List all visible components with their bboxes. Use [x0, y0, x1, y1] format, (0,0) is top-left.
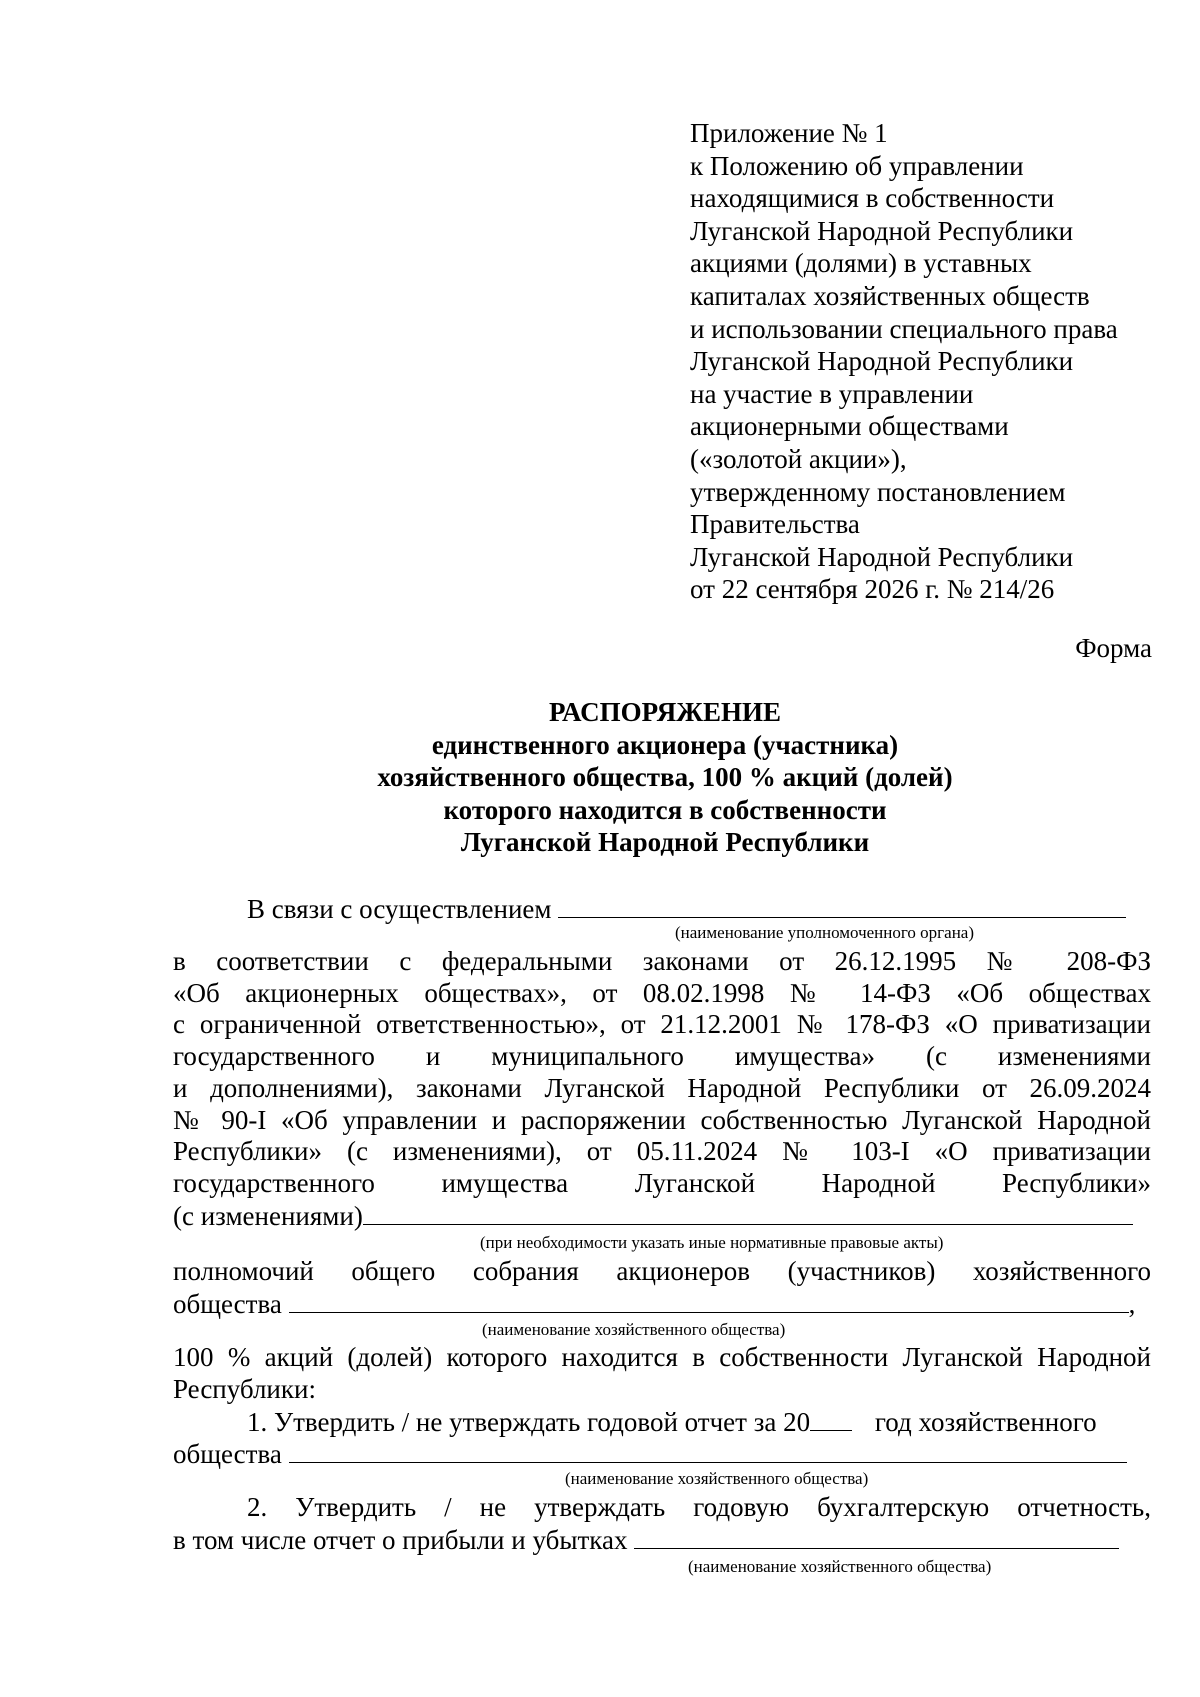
caption-authority: (наименование уполномоченного органа) — [675, 923, 975, 942]
appendix-line: Луганской Народной Республики — [690, 346, 1074, 377]
appendix-reference — [690, 117, 1160, 606]
appendix-line: находящимися в собственности — [690, 183, 1055, 214]
appendix-line: акционерными обществами — [690, 411, 1009, 442]
company-word: общества — [173, 1289, 282, 1319]
intro-row — [173, 893, 1151, 925]
title-line: которого находится в собственности — [443, 794, 887, 825]
appendix-line: капиталах хозяйственных обществ — [690, 280, 1090, 311]
caption-company-3: (наименование хозяйственного общества) — [688, 1557, 992, 1576]
powers-line: полномочий общего собрания акционеров (участников) хозяйственного — [173, 1256, 1151, 1286]
legal-line: «Об акционерных обществах», от 08.02.1998 № 14-ФЗ «Об обществах — [173, 977, 1151, 1008]
ownership-paragraph — [173, 1342, 1151, 1405]
appendix-line: на участие в управлении — [690, 378, 974, 409]
legal-line: и дополнениями), законами Луганской Народной Республики от 26.09.2024 — [173, 1072, 1151, 1103]
item-2-paragraph — [173, 1492, 1151, 1524]
caption-company-2: (наименование хозяйственного общества) — [565, 1469, 869, 1488]
item-2-line: в том числе отчет о прибыли и убытках — [173, 1525, 628, 1555]
appendix-line: («золотой акции»), — [690, 443, 907, 474]
appendix-line: Приложение № 1 — [690, 118, 888, 148]
document-title — [0, 696, 1200, 859]
item-1-row — [173, 1406, 1151, 1438]
legal-line: государственного имущества Луганской Народной Республики» — [173, 1167, 1151, 1198]
legal-line: Республики» (с изменениями), от 05.11.2024 № 103-I «О приватизации — [173, 1136, 1151, 1167]
with-changes-text: (с изменениями) — [173, 1201, 363, 1231]
ownership-line: Республики: — [173, 1373, 316, 1404]
appendix-line: Луганской Народной Республики — [690, 541, 1074, 572]
appendix-line: от 22 сентября 2026 г. № 214/26 — [690, 574, 1055, 605]
appendix-line: к Положению об управлении — [690, 150, 1024, 181]
company-row-1 — [173, 1288, 1151, 1320]
company-name-blank-field[interactable] — [289, 1440, 1127, 1463]
appendix-line: Правительства — [690, 509, 860, 540]
company-word: общества — [173, 1439, 282, 1469]
item-1-text-a: 1. Утвердить / не утверждать годовой отчет за 20 — [247, 1407, 811, 1437]
year-blank-field[interactable] — [810, 1408, 852, 1431]
appendix-line: акциями (долями) в уставных — [690, 248, 1032, 279]
title-line: хозяйственного общества, 100 % акций (долей) — [377, 762, 953, 792]
item-1-text-b: год хозяйственного — [868, 1407, 1097, 1437]
item-2-row — [173, 1524, 1151, 1556]
appendix-line: утвержденному постановлением — [690, 476, 1066, 507]
company-name-blank-field[interactable] — [289, 1290, 1129, 1313]
other-acts-blank-field[interactable] — [363, 1202, 1133, 1225]
form-label: Форма — [1075, 633, 1152, 663]
title-line: единственного акционера (участника) — [431, 729, 899, 760]
intro-prefix: В связи с осуществлением — [247, 894, 552, 924]
comma: , — [1128, 1289, 1136, 1319]
appendix-line: Луганской Народной Республики — [690, 215, 1074, 246]
authority-blank-field[interactable] — [558, 895, 1126, 918]
company-row-2 — [173, 1438, 1151, 1470]
caption-other-acts: (при необходимости указать иные нормативные правовые акты) — [480, 1233, 944, 1252]
legal-line: с ограниченной ответственностью», от 21.12.2001 № 178-ФЗ «О приватизации — [173, 1009, 1151, 1040]
item-2-line: 2. Утвердить / не утверждать годовую бухгалтерскую отчетность, — [247, 1492, 1151, 1522]
legal-line: № 90-I «Об управлении и распоряжении собственностью Луганской Народной — [173, 1104, 1151, 1135]
legal-line: в соответствии с федеральными законами от 26.12.1995 № 208-ФЗ — [173, 946, 1151, 976]
ownership-line: 100 % акций (долей) которого находится в собственности Луганской Народной — [173, 1342, 1151, 1372]
legal-line: государственного и муниципального имущества» (с изменениями — [173, 1041, 1151, 1072]
with-changes-row — [173, 1200, 1151, 1232]
title-heading: РАСПОРЯЖЕНИЕ — [548, 697, 782, 727]
powers-paragraph — [173, 1256, 1151, 1288]
appendix-line: и использовании специального права — [690, 313, 1118, 344]
title-line: Луганской Народной Республики — [460, 827, 870, 857]
legal-basis-paragraph — [173, 946, 1151, 1200]
company-name-blank-field[interactable] — [634, 1526, 1119, 1549]
caption-company-1: (наименование хозяйственного общества) — [482, 1320, 786, 1339]
